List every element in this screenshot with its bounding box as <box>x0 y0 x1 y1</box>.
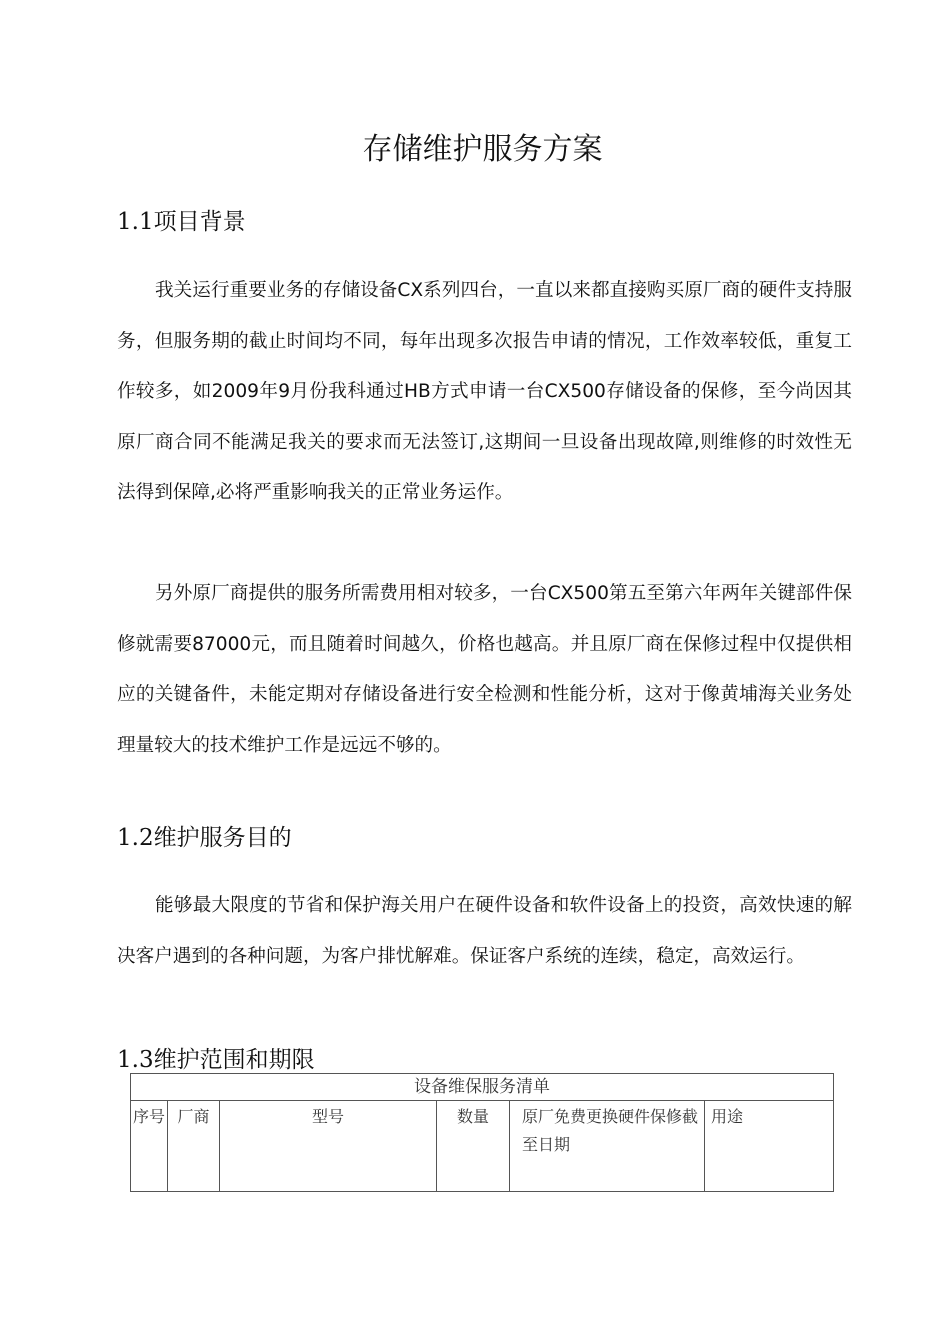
section-heading-background: 1.1项目背景 <box>117 209 246 235</box>
header-model: 型号 <box>220 1101 437 1192</box>
table-caption: 设备维保服务清单 <box>131 1074 834 1101</box>
header-quantity: 数量 <box>437 1101 510 1192</box>
header-no: 序号 <box>131 1101 168 1192</box>
service-list-table <box>130 1073 834 1192</box>
section-heading-purpose: 1.2维护服务目的 <box>117 825 292 851</box>
paragraph-purpose: 能够最大限度的节省和保护海关用户在硬件设备和软件设备上的投资，高效快速的解决客户遇到的各种问题，为客户排忧解难。保证客户系统的连续，稳定，高效运行。 <box>117 895 852 967</box>
paragraph-background-2: 另外原厂商提供的服务所需费用相对较多，一台CX500第五至第六年两年关键部件保修就需要87000元，而且随着时间越久，价格也越高。并且原厂商在保修过程中仅提供相应的关键备件，未能定期对存储设备进行安全检测和性能分析，这对于像黄埔海关业务处理量较大的技术维护工作是远远不够的。 <box>117 583 852 756</box>
section-heading-scope: 1.3维护范围和期限 <box>117 1047 315 1073</box>
header-usage: 用途 <box>705 1101 834 1192</box>
document-title: 存储维护服务方案 <box>362 132 603 167</box>
paragraph-background-1: 我关运行重要业务的存储设备CX系列四台，一直以来都直接购买原厂商的硬件支持服务，但服务期的截止时间均不同，每年出现多次报告申请的情况，工作效率较低，重复工作较多，如2009年9月份我科通过HB方式申请一台CX500存储设备的保修，至今尚因其原厂商合同不能满足我关的要求而无法签订,这期间一旦设备出现故障,则维修的时效性无法得到保障,必将严重影响我关的正常业务运作。 <box>117 280 852 503</box>
header-vendor: 厂商 <box>168 1101 220 1192</box>
header-warranty-date: 原厂免费更换硬件保修截至日期 <box>510 1101 705 1192</box>
